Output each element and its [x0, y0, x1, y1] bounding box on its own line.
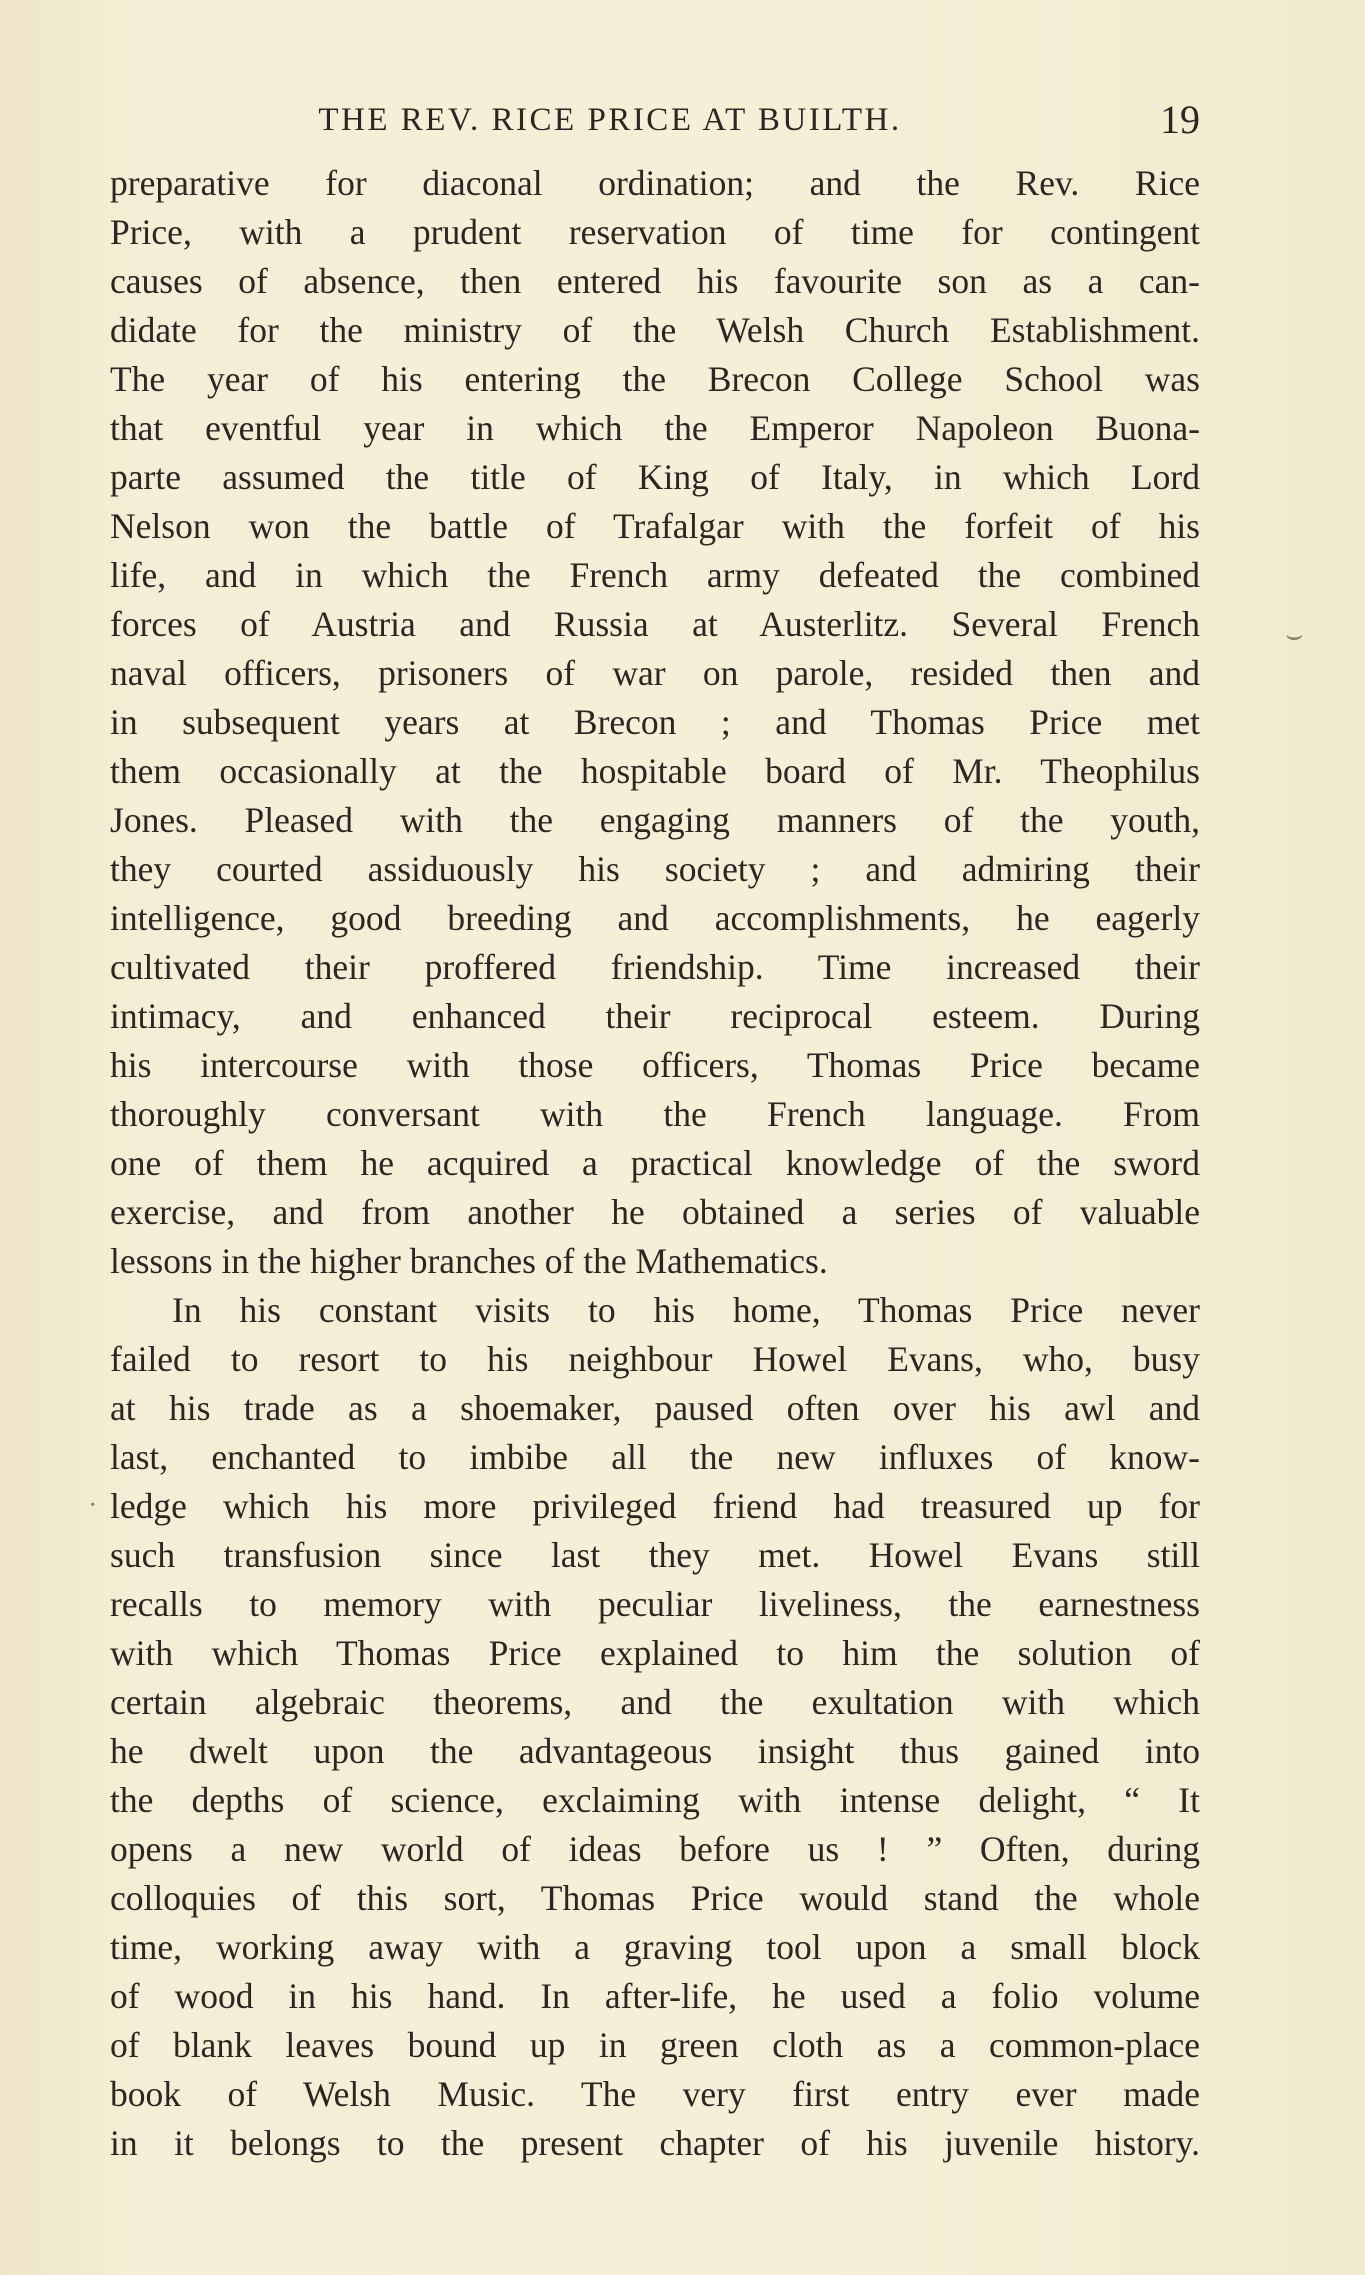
text-line: such transfusion since last they met. Howel Evans still: [110, 1535, 1200, 1575]
text-line: they courted assiduously his society ; and admiring their: [110, 849, 1200, 889]
text-line: them occasionally at the hospitable board of Mr. Theophilus: [110, 751, 1200, 791]
text-line: Nelson won the battle of Trafalgar with the forfeit of his: [110, 506, 1200, 546]
page-number: 19: [1160, 97, 1200, 142]
text-line: in subsequent years at Brecon ; and Thomas Price met: [110, 702, 1200, 742]
text-line: time, working away with a graving tool upon a small block: [110, 1927, 1200, 1967]
text-line: intelligence, good breeding and accomplishments, he eagerly: [110, 898, 1200, 938]
text-line: forces of Austria and Russia at Austerlitz. Several French: [110, 604, 1200, 644]
text-line: exercise, and from another he obtained a series of valuable: [110, 1192, 1200, 1232]
text-line: failed to resort to his neighbour Howel Evans, who, busy: [110, 1339, 1200, 1379]
text-line: naval officers, prisoners of war on parole, resided then and: [110, 653, 1200, 693]
text-line: certain algebraic theorems, and the exultation with which: [110, 1682, 1200, 1722]
text-line: one of them he acquired a practical knowledge of the sword: [110, 1143, 1200, 1183]
text-line: the depths of science, exclaiming with intense delight, “ It: [110, 1780, 1200, 1820]
text-line: parte assumed the title of King of Italy, in which Lord: [110, 457, 1200, 497]
text-line: with which Thomas Price explained to him the solution of: [110, 1633, 1200, 1673]
text-line: in it belongs to the present chapter of his juvenile history.: [110, 2123, 1200, 2163]
text-line: of blank leaves bound up in green cloth as a common-place: [110, 2025, 1200, 2065]
text-line: Price, with a prudent reservation of time for contingent: [110, 212, 1200, 252]
text-line: book of Welsh Music. The very first entry ever made: [110, 2074, 1200, 2114]
text-line: life, and in which the French army defeated the combined: [110, 555, 1200, 595]
margin-mark: ·: [88, 1490, 98, 1521]
running-head: [110, 96, 1200, 146]
text-line: preparative for diaconal ordination; and the Rev. Rice: [110, 163, 1200, 203]
text-line: ledge which his more privileged friend had treasured up for: [110, 1486, 1200, 1526]
text-line: thoroughly conversant with the French language. From: [110, 1094, 1200, 1134]
text-line: cultivated their proffered friendship. Time increased their: [110, 947, 1200, 987]
paragraph-start-line: In his constant visits to his home, Thomas Price never: [172, 1290, 1200, 1330]
text-line: causes of absence, then entered his favourite son as a can-: [110, 261, 1200, 301]
text-line: Jones. Pleased with the engaging manners of the youth,: [110, 800, 1200, 840]
text-line: didate for the ministry of the Welsh Church Establishment.: [110, 310, 1200, 350]
text-line: last, enchanted to imbibe all the new influxes of know-: [110, 1437, 1200, 1477]
text-line: intimacy, and enhanced their reciprocal esteem. During: [110, 996, 1200, 1036]
text-line: The year of his entering the Brecon College School was: [110, 359, 1200, 399]
text-line: he dwelt upon the advantageous insight thus gained into: [110, 1731, 1200, 1771]
paragraph-end-line: lessons in the higher branches of the Mathematics.: [110, 1241, 828, 1281]
text-line: opens a new world of ideas before us ! ” Often, during: [110, 1829, 1200, 1869]
text-line: recalls to memory with peculiar liveliness, the earnestness: [110, 1584, 1200, 1624]
running-title: THE REV. RICE PRICE AT BUILTH.: [318, 102, 902, 138]
body-text: [110, 159, 1200, 2168]
text-line: his intercourse with those officers, Thomas Price became: [110, 1045, 1200, 1085]
text-line: that eventful year in which the Emperor Napoleon Buona-: [110, 408, 1200, 448]
text-line: colloquies of this sort, Thomas Price would stand the whole: [110, 1878, 1200, 1918]
text-line: at his trade as a shoemaker, paused often over his awl and: [110, 1388, 1200, 1428]
margin-mark: ⌣: [1285, 620, 1304, 651]
text-line: of wood in his hand. In after-life, he used a folio volume: [110, 1976, 1200, 2016]
